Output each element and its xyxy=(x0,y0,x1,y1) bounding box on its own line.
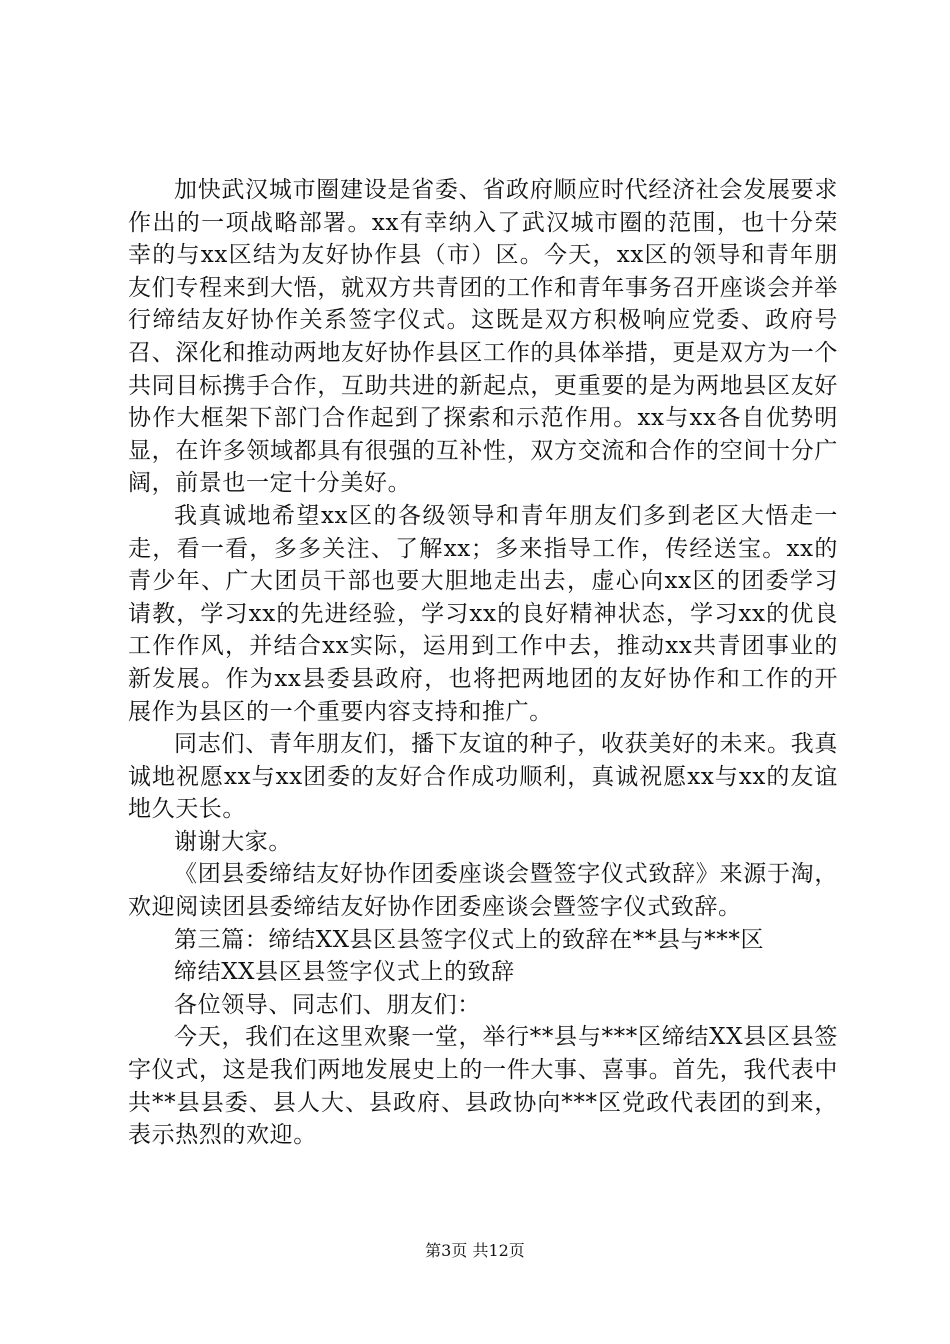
document-body xyxy=(128,174,838,1152)
paragraph-source-note: 《团县委缔结友好协作团委座谈会暨签字仪式致辞》来源于淘，欢迎阅读团县委缔结友好协作团委座谈会暨签字仪式致辞。 xyxy=(128,861,838,921)
page-number-footer: 第3页 共12页 xyxy=(425,1241,525,1260)
paragraph-intro: 加快武汉城市圈建设是省委、省政府顺应时代经济社会发展要求作出的一项战略部署。xx有幸纳入了武汉城市圈的范围，也十分荣幸的与xx区结为友好协作县（市）区。今天，xx区的领导和青年朋友们专程来到大悟，就双方共青团的工作和青年事务召开座谈会并举行缔结友好协作关系签字仪式。这既是双方积极响应党委、政府号召、深化和推动两地友好协作县区工作的具体举措，更是双方为一个共同目标携手合作，互助共进的新起点，更重要的是为两地县区友好协作大框架下部门合作起到了探索和示范作用。xx与xx各自优势明显，在许多领域都具有很强的互补性，双方交流和合作的空间十分广阔，前景也一定十分美好。 xyxy=(128,177,838,497)
paragraph-opening: 今天，我们在这里欢聚一堂，举行**县与***区缔结XX县区县签字仪式，这是我们两地发展史上的一件大事、喜事。首先，我代表中共**县县委、县人大、县政府、县政协向***区党政代表团的到来，表示热烈的欢迎。 xyxy=(128,1024,838,1149)
paragraph-hope: 我真诚地希望xx区的各级领导和青年朋友们多到老区大悟走一走，看一看，多多关注、了解xx；多来指导工作，传经送宝。xx的青少年、广大团员干部也要大胆地走出去，虚心向xx区的团委学习请教，学习xx的先进经验，学习xx的良好精神状态，学习xx的优良工作作风，并结合xx实际，运用到工作中去，推动xx共青团事业的新发展。作为xx县委县政府，也将把两地团的友好协作和工作的开展作为县区的一个重要内容支持和推广。 xyxy=(128,502,838,725)
paragraph-thanks: 谢谢大家。 xyxy=(174,828,292,855)
section-subheading: 缔结XX县区县签字仪式上的致辞 xyxy=(174,959,515,986)
salutation: 各位领导、同志们、朋友们： xyxy=(174,991,481,1018)
section-heading-part3: 第三篇：缔结XX县区县签字仪式上的致辞在**县与***区 xyxy=(174,926,765,953)
paragraph-wishes: 同志们、青年朋友们，播下友谊的种子，收获美好的未来。我真诚地祝愿xx与xx团委的友好合作成功顺利，真诚祝愿xx与xx的友谊地久天长。 xyxy=(128,731,838,823)
